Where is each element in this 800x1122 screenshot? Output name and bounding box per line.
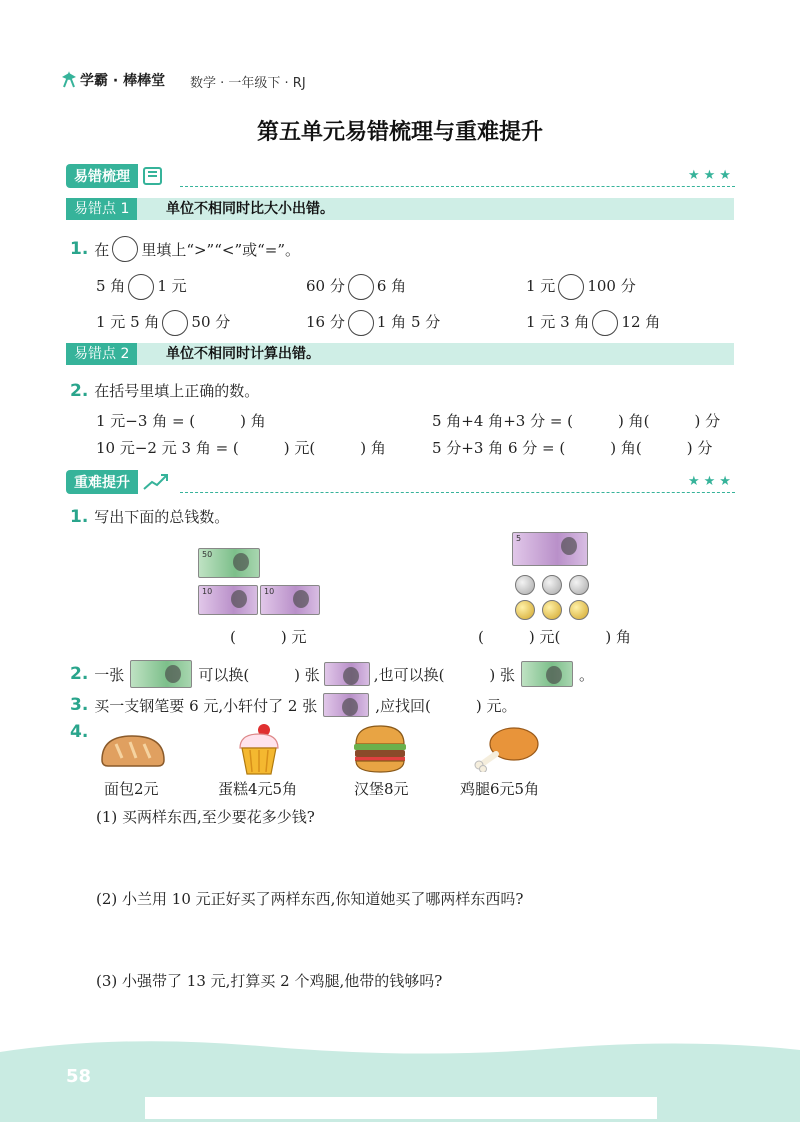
compare-item: 16 分 1 角 5 分 [306,310,440,336]
drumstick-icon [470,724,540,772]
banknote-10-yuan [324,662,370,686]
food-label: 鸡腿6元5角 [460,780,540,798]
cake-icon [234,722,284,778]
question-number: 1. [70,506,89,527]
section-divider [180,186,735,187]
answer-circle[interactable] [348,310,374,336]
compare-item: 1 元 5 角 50 分 [96,310,230,336]
banknote-50-yuan: 50 [198,548,260,578]
food-label: 面包2元 [104,780,159,798]
question-number: 2. [70,664,89,684]
banknote-50-yuan [130,660,192,688]
question-2-prompt [70,380,259,401]
page-title: 第五单元易错梳理与重难提升 [256,120,543,145]
compare-item: 1 元 100 分 [526,274,636,300]
food-label: 蛋糕4元5角 [218,780,298,798]
coin-5-jiao [542,600,562,620]
compare-item: 5 角 1 元 [96,274,187,300]
book-icon [142,166,164,186]
answer-circle[interactable] [592,310,618,336]
answer-circle[interactable] [558,274,584,300]
fill-blank-item[interactable]: 1 元−3 角 = ( ) 角 [96,412,266,430]
coin-1-yuan [542,575,562,595]
answer-blank[interactable]: ( ) 元( ) 角 [478,628,631,646]
answer-circle[interactable] [112,236,138,262]
food-label: 汉堡8元 [354,780,409,798]
compare-item: 1 元 3 角 12 角 [526,310,660,336]
section-header-advanced [66,470,170,494]
banknote-10-yuan: 10 [260,585,320,615]
fill-blank-item[interactable]: 5 角+4 角+3 分 = ( ) 角( ) 分 [432,412,721,430]
sub-question: (1) 买两样东西,至少要花多少钱? [96,808,315,826]
error-point-tag: 易错点 1 [66,198,137,220]
question-number: 3. [70,695,89,715]
answer-circle[interactable] [162,310,188,336]
error-point-text: 单位不相同时比大小出错。 [166,201,334,217]
question-1-prompt [70,236,300,262]
prompt-text: 在 [94,240,110,259]
banknote-5-yuan [521,661,573,687]
brand-logo [62,70,165,90]
answer-blank[interactable]: ( ) 元 [230,628,307,646]
sub-question: (2) 小兰用 10 元正好买了两样东西,你知道她买了哪两样东西吗? [96,890,524,908]
fill-blank-item[interactable]: 10 元−2 元 3 角 = ( ) 元( ) 角 [96,439,386,457]
coin-1-yuan [569,575,589,595]
subject-label: 数学 · 一年级下 · RJ [190,76,306,91]
difficulty-stars: ★★★ [688,474,735,489]
prompt-text: 在括号里填上正确的数。 [94,382,260,400]
question-number: 4. [70,722,89,742]
prompt-text: 里填上“>”“<”或“=”。 [141,240,301,259]
prompt-text: 写出下面的总钱数。 [94,508,230,526]
question-2: 2. 一张 可以换( ) 张 ,也可以换( ) 张 。 [70,660,594,688]
difficulty-stars: ★★★ [688,168,735,183]
trend-up-icon [142,472,170,492]
question-1-prompt [70,506,229,527]
banknote-5-yuan: 5 [512,532,588,566]
sub-question: (3) 小强带了 13 元,打算买 2 个鸡腿,他带的钱够吗? [96,972,443,990]
error-point-tag: 易错点 2 [66,343,137,365]
graduation-cap-icon [62,71,76,89]
fill-blank-item[interactable]: 5 分+3 角 6 分 = ( ) 角( ) 分 [432,439,713,457]
coin-5-jiao [569,600,589,620]
brand-text: 学霸 · 棒棒堂 [80,73,166,89]
banknote-10-yuan: 10 [198,585,258,615]
question-number: 2. [70,380,89,401]
error-point-text: 单位不相同时计算出错。 [166,346,320,362]
footer-blank-strip [145,1097,657,1119]
question-number: 1. [70,239,89,259]
compare-item: 60 分 6 角 [306,274,406,300]
section-header-errors [66,164,164,188]
burger-icon [352,722,408,776]
answer-circle[interactable] [348,274,374,300]
banknote-5-yuan [323,693,369,717]
question-3: 3. 买一支钢笔要 6 元,小轩付了 2 张 ,应找回( ) 元。 [70,695,517,715]
section-label: 易错梳理 [66,164,138,188]
page-number: 58 [66,1066,92,1087]
coin-1-yuan [515,575,535,595]
section-label: 重难提升 [66,470,138,494]
bread-icon [98,730,168,770]
coin-5-jiao [515,600,535,620]
answer-circle[interactable] [128,274,154,300]
section-divider [180,492,735,493]
